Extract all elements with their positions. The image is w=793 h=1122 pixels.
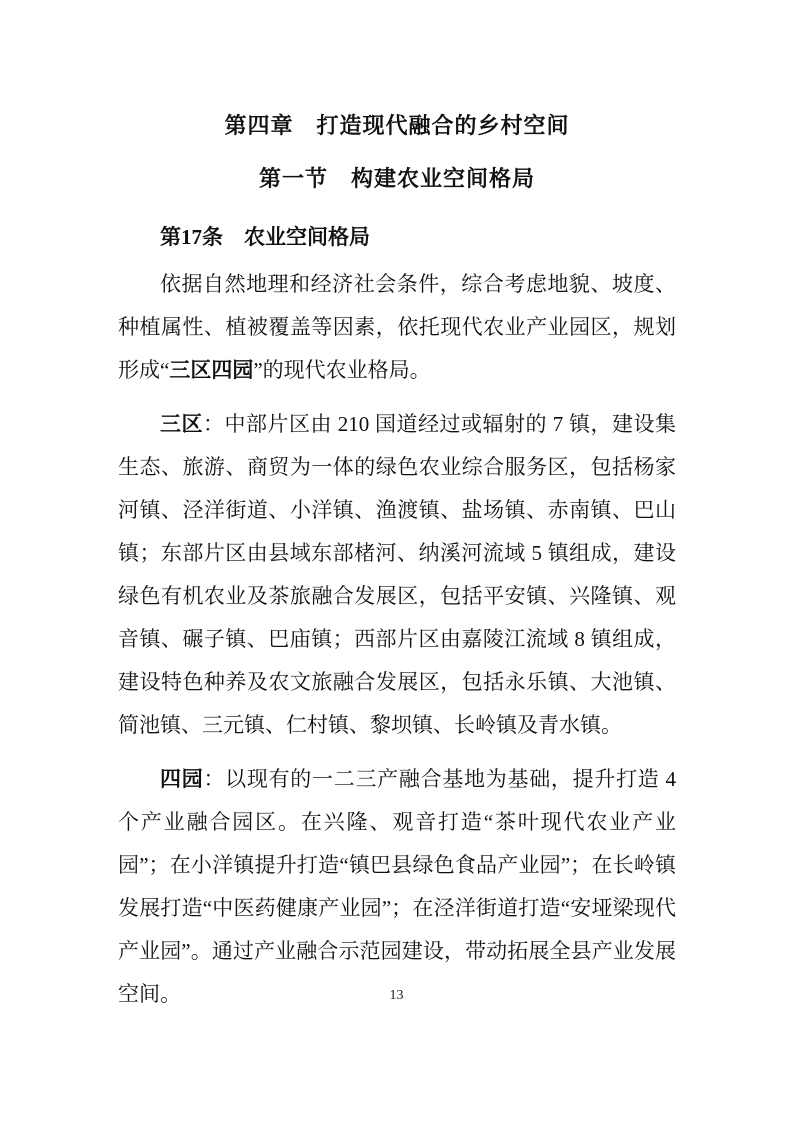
paragraph-overview-text-before: 依据自然地理和经济社会条件，综合考虑地貌、坡度、种植属性、植被覆盖等因素，依托现代农业产业园区，规划形成“ [118, 272, 676, 382]
page-number: 13 [389, 988, 404, 1003]
paragraph-three-zones-text: ：中部片区由 210 国道经过或辐射的 7 镇，建设集生态、旅游、商贸为一体的绿色农业综合服务区，包括杨家河镇、泾洋街道、小洋镇、渔渡镇、盐场镇、赤南镇、巴山镇；东部片区由县域东部楮河、纳溪河流域 5 镇组成，建设绿色有机农业及茶旅融合发展区，包括平安镇、兴隆镇、观音镇、碾子镇、巴庙镇；西部片区由嘉陵江流域 8 镇组成，建设特色种养及农文旅融合发展区，包括永乐镇、大池镇、简池镇、三元镇、仁村镇、黎坝镇、长岭镇及青水镇。 [118, 412, 676, 737]
paragraph-four-parks [118, 758, 676, 1016]
paragraph-three-zones-lead: 三区 [160, 412, 203, 436]
paragraph-four-parks-text: ：以现有的一二三产融合基地为基础，提升打造 4 个产业融合园区。在兴隆、观音打造“茶叶现代农业产业园”；在小洋镇提升打造“镇巴县绿色食品产业园”；在长岭镇发展打造“中医药健康产业园”；在泾洋街道打造“安垭梁现代产业园”。通过产业融合示范园建设，带动拓展全县产业发展空间。 [118, 767, 676, 1006]
chapter-title: 第四章 打造现代融合的乡村空间 [224, 114, 570, 139]
paragraph-overview [118, 263, 676, 392]
article-number: 第17条 [160, 225, 223, 249]
section-title: 第一节 构建农业空间格局 [258, 166, 535, 191]
article-title: 农业空间格局 [244, 225, 370, 249]
paragraph-overview-text-after: ”的现代农业格局。 [253, 358, 431, 382]
paragraph-four-parks-lead: 四园 [160, 767, 204, 791]
article-heading [118, 222, 676, 252]
paragraph-three-zones [118, 403, 676, 747]
paragraph-overview-bold-term: 三区四园 [169, 358, 254, 382]
